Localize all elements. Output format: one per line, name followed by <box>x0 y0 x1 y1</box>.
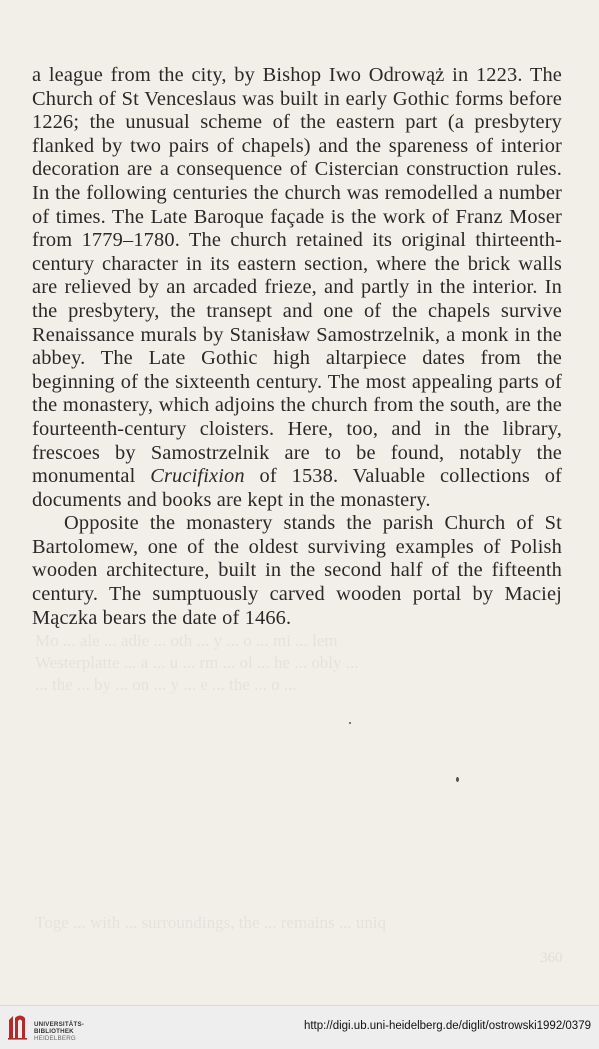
bleed-through-line: Westerplatte ... a ... u ... rm ... ol ... he ... obly ... <box>35 653 359 672</box>
bleed-through-line: Toge ... with ... surroundings, the ... remains ... uniq <box>35 913 387 932</box>
paragraph-text: a league from the city, by Bishop Iwo Odrowąż in 1223. The Church of St Venceslaus was built in early Gothic forms before 1226; the unusual scheme of the eastern part (a presbytery flanked by two pairs of chapels) and the spareness of interior decoration are a consequence of Cistercian construction rules. In the following centuries the church was remodelled a number of times. The Late Baroque façade is the work of Franz Moser from 1779–1780. The church retained its original thirteenth-century character in its eastern section, where the brick walls are relieved by an arcaded frieze, and partly in the interior. In the presbytery, the transept and one of the chapels survive Renaissance murals by Stanisław Samostrzelnik, a monk in the abbey. The Late Gothic high altarpiece dates from the beginning of the sixteenth century. The most appealing parts of the monastery, which adjoins the church from the south, are the fourteenth-century cloisters. Here, too, and in the library, frescoes by Samostrzelnik are to be found, notably the monumental <box>32 64 562 488</box>
paper-speck <box>456 777 459 782</box>
page-url-link[interactable]: http://digi.ub.uni-heidelberg.de/diglit/ostrowski1992/0379 <box>303 1020 591 1032</box>
logo-line: HEIDELBERG <box>34 1035 76 1042</box>
bleed-through-page-number: 360 <box>540 950 563 966</box>
digitization-footer <box>0 1005 599 1049</box>
logo-line: BIBLIOTHEK <box>34 1028 74 1035</box>
paper-speck <box>349 722 351 724</box>
italic-title: Crucifixion <box>150 465 245 488</box>
paragraph-text-tail: of 1538. Valuable collections of documents and books are kept in the monastery. <box>32 465 562 511</box>
bleed-through-line: Mo ... ale ... adie ... oth ... y ... o ... mi ... lem <box>35 631 338 650</box>
library-name <box>34 1021 84 1042</box>
paragraph <box>32 64 562 512</box>
bleed-through-line: ... the ... by ... on ... y ... e ... the ... o ... <box>35 675 297 694</box>
body-text <box>32 64 562 630</box>
library-logo-icon <box>6 1012 30 1040</box>
paragraph: Opposite the monastery stands the parish Church of St Bartolomew, one of the oldest surviving examples of Polish wooden architecture, built in the second half of the fifteenth century. The sumptuously carved wooden portal by Maciej Mączka bears the date of 1466. <box>32 512 562 629</box>
library-logo[interactable] <box>6 1012 86 1044</box>
logo-line: UNIVERSITÄTS- <box>34 1021 85 1028</box>
